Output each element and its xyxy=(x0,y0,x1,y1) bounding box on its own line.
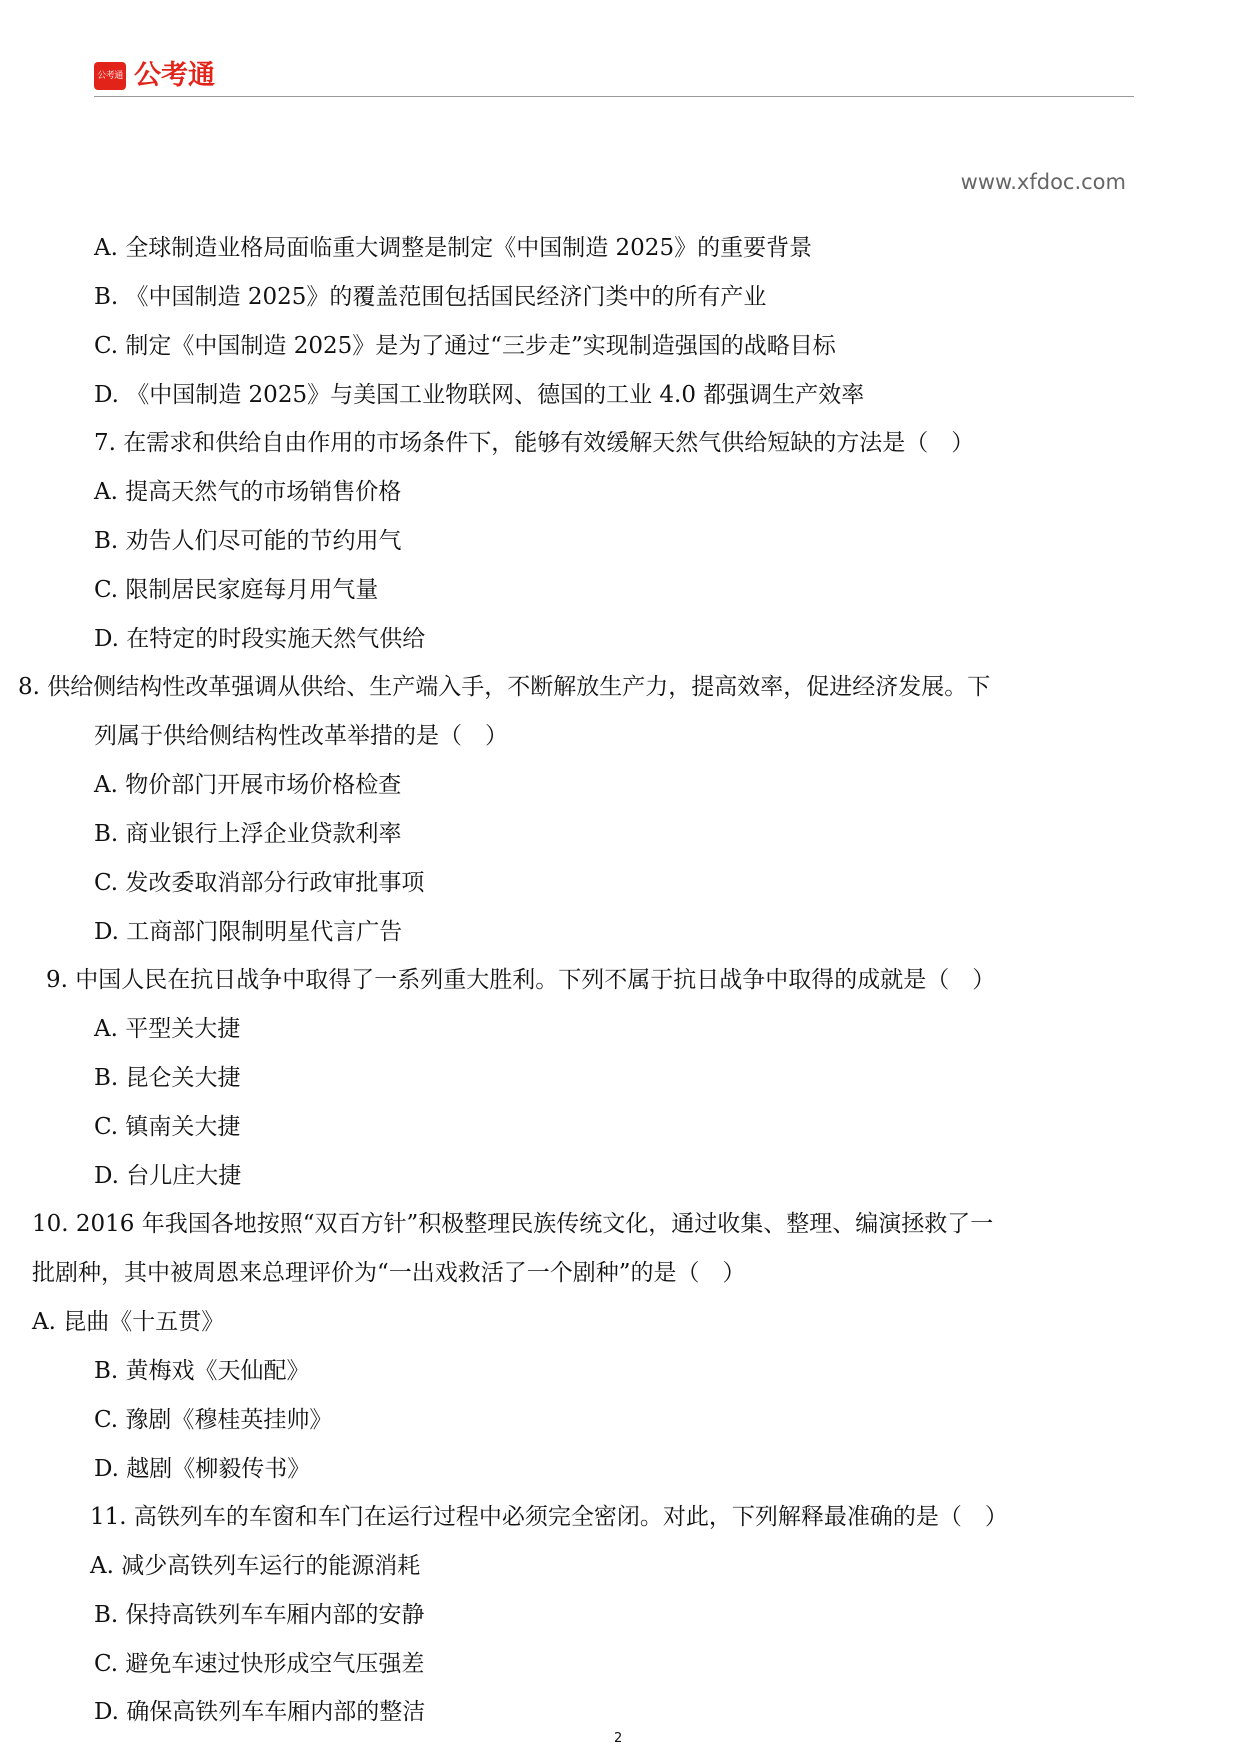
option-line: C. 限制居民家庭每月用气量 xyxy=(94,577,379,603)
option-line: C. 镇南关大捷 xyxy=(94,1114,241,1140)
question-line: 11. 高铁列车的车窗和车门在运行过程中必须完全密闭。对此，下列解释最准确的是（ ） xyxy=(90,1504,1008,1530)
website-url: www.xfdoc.com xyxy=(960,170,1126,194)
question-line: 批剧种，其中被周恩来总理评价为“一出戏救活了一个剧种”的是（ ） xyxy=(32,1260,746,1286)
header xyxy=(94,58,1134,94)
option-line: B. 劝告人们尽可能的节约用气 xyxy=(94,528,402,554)
option-line: D. 台儿庄大捷 xyxy=(94,1163,242,1189)
page-number: 2 xyxy=(614,1731,623,1746)
option-line: D. 《中国制造 2025》与美国工业物联网、德国的工业 4.0 都强调生产效率 xyxy=(94,382,865,408)
header-divider xyxy=(94,96,1134,97)
question-line: 10. 2016 年我国各地按照“双百方针”积极整理民族传统文化，通过收集、整理、编演拯救了一 xyxy=(32,1211,994,1237)
option-line: B. 商业银行上浮企业贷款利率 xyxy=(94,821,402,847)
option-line: B. 昆仑关大捷 xyxy=(94,1065,241,1091)
option-line: C. 发改委取消部分行政审批事项 xyxy=(94,870,425,896)
question-line: 8. 供给侧结构性改革强调从供给、生产端入手，不断解放生产力，提高效率，促进经济发展。下 xyxy=(18,674,991,700)
option-line: A. 物价部门开展市场价格检查 xyxy=(94,772,402,798)
question-line: 9. 中国人民在抗日战争中取得了一系列重大胜利。下列不属于抗日战争中取得的成就是（ ） xyxy=(46,967,996,993)
option-line: A. 全球制造业格局面临重大调整是制定《中国制造 2025》的重要背景 xyxy=(94,235,813,261)
option-line: A. 减少高铁列车运行的能源消耗 xyxy=(90,1553,421,1579)
option-line: D. 越剧《柳毅传书》 xyxy=(94,1456,311,1482)
option-line: B. 黄梅戏《天仙配》 xyxy=(94,1358,310,1384)
option-line: B. 《中国制造 2025》的覆盖范围包括国民经济门类中的所有产业 xyxy=(94,284,767,310)
option-line: D. 工商部门限制明星代言广告 xyxy=(94,919,403,945)
question-line: 列属于供给侧结构性改革举措的是（ ） xyxy=(94,723,508,749)
logo-text: 公考通 xyxy=(134,60,215,91)
option-line: A. 提高天然气的市场销售价格 xyxy=(94,479,402,505)
logo-badge: 公考通 xyxy=(94,62,126,90)
option-line: C. 制定《中国制造 2025》是为了通过“三步走”实现制造强国的战略目标 xyxy=(94,333,836,359)
option-line: A. 平型关大捷 xyxy=(94,1016,241,1042)
option-line: C. 豫剧《穆桂英挂帅》 xyxy=(94,1407,333,1433)
question-line: 7. 在需求和供给自由作用的市场条件下，能够有效缓解天然气供给短缺的方法是（ ） xyxy=(94,430,975,456)
option-line: A. 昆曲《十五贯》 xyxy=(32,1309,225,1335)
option-line: D. 确保高铁列车车厢内部的整洁 xyxy=(94,1699,426,1725)
option-line: C. 避免车速过快形成空气压强差 xyxy=(94,1651,425,1677)
option-line: B. 保持高铁列车车厢内部的安静 xyxy=(94,1602,425,1628)
option-line: D. 在特定的时段实施天然气供给 xyxy=(94,626,426,652)
